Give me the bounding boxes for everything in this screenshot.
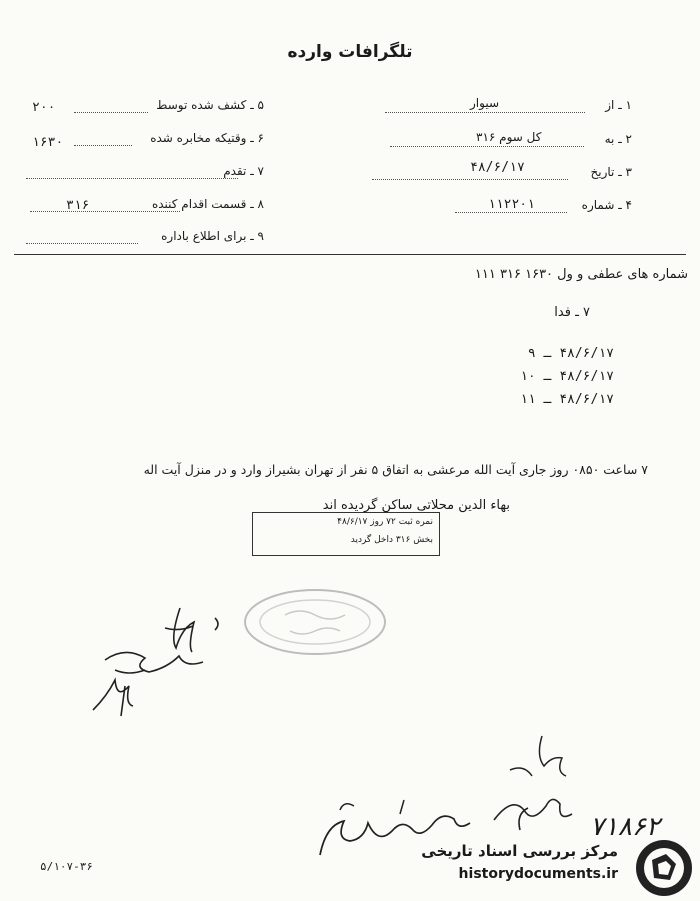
date-value: ۴۸/۶/۱۷ [470, 160, 525, 175]
archive-logo-icon [634, 838, 694, 898]
message-line-1: ۷ ساعت ۰۸۵۰ روز جاری آیت الله مرعشی به اتفاق ۵ نفر از تهران بشیراز وارد و در منزل آیت اله [143, 462, 648, 477]
to-label: ۲ ـ به [604, 132, 632, 146]
from-dotted-line [385, 112, 585, 113]
message-line-2: بهاء الدین محلاتی ساکن گردیده اند [322, 498, 510, 513]
date-label: ۳ ـ تاریخ [590, 165, 632, 179]
stamp-line-1: نمره ثبت ۷۲ روز ۴۸/۶/۱۷ [337, 517, 433, 527]
decoded-by-label: ۵ ـ کشف شده توسط [156, 98, 264, 112]
info-label: ۹ ـ برای اطلاع باداره [161, 229, 264, 243]
faded-oval-seal [240, 585, 390, 660]
registration-stamp [252, 512, 440, 556]
archive-watermark [410, 836, 700, 901]
info-dotted-line [26, 243, 138, 244]
number-dotted-line [455, 212, 567, 213]
subject-line: ۷ ـ فدا [554, 305, 590, 320]
from-value: سیوار [470, 96, 500, 110]
action-unit-label: ۸ ـ قسمت اقدام کننده [151, 197, 264, 211]
to-dotted-line [390, 146, 584, 147]
number-value: ۱۱۲۲۰۱ [488, 197, 535, 212]
document-title: تلگرافات وارده [287, 42, 413, 62]
priority-label: ۷ ـ تقدم [223, 164, 264, 178]
number-label: ۴ ـ شماره [581, 198, 632, 212]
archive-name: مرکز بررسی اسناد تاریخی [421, 842, 618, 860]
serial-entry-2: ۴۸/۶/۱۷ ـ ۱۰ [520, 369, 614, 384]
received-time-value: ۱۶۳۰ [32, 135, 64, 150]
archive-url: historydocuments.ir [458, 866, 618, 882]
to-value: کل سوم ۳۱۶ [476, 130, 542, 144]
received-time-dotted-line [74, 145, 132, 146]
stamp-line-2: بخش ۳۱۶ داخل گردید [350, 535, 433, 545]
serial-entry-1: ۴۸/۶/۱۷ ـ ۹ [527, 346, 614, 361]
serial-entry-3: ۴۸/۶/۱۷ ـ ۱۱ [520, 392, 614, 407]
date-dotted-line [372, 179, 568, 180]
handwritten-initials [480, 730, 590, 840]
margin-number: ۷۱۸۶۲ [590, 812, 660, 842]
decoded-by-dotted-line [74, 112, 148, 113]
action-unit-dotted-line [30, 211, 180, 212]
action-unit-value: ۳۱۶ [66, 198, 90, 213]
from-label: ۱ ـ از [605, 98, 632, 112]
reference-line: شماره های عطفی و ول ۱۶۳۰ ۳۱۶ ۱۱۱ [474, 267, 688, 282]
handwritten-note-left [85, 600, 245, 730]
header-divider [14, 254, 686, 255]
decoded-by-value: ۲۰۰ [32, 100, 56, 115]
received-time-label: ۶ ـ وقتیکه مخابره شده [150, 131, 264, 145]
priority-dotted-line [26, 178, 238, 179]
document-code: ۵/۱۰۷-۳۶ [40, 860, 93, 873]
